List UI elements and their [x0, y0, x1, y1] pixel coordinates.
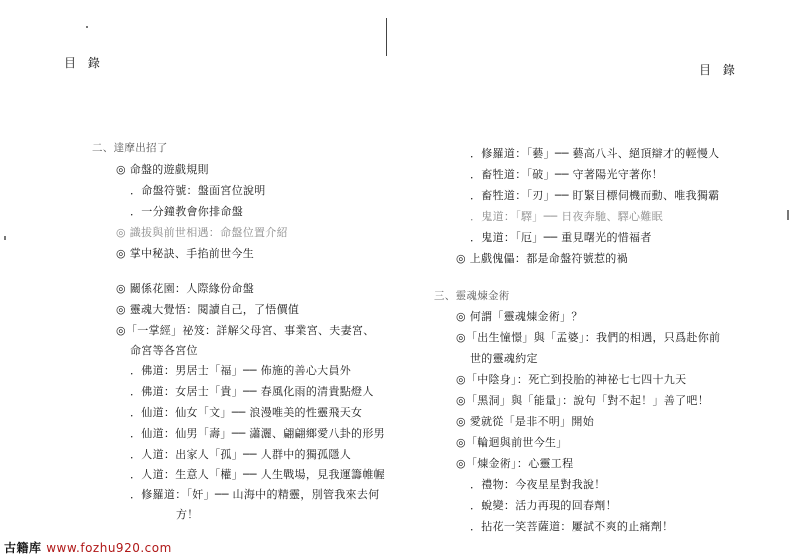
toc-entry: ◎ 命盤的遊戲規則	[116, 163, 209, 176]
toc-entry: ◎「黑洞」與「能量」：說句「對不起！」善了吧！	[456, 394, 709, 407]
toc-entry: ．修羅道：「藝」── 藝高八斗、絕頂辯才的輕慢人	[470, 147, 720, 160]
watermark-url[interactable]: www.fozhu920.com	[46, 541, 172, 555]
toc-entry: ．仙道：仙女「文」── 浪漫唯美的性靈飛天女	[130, 406, 363, 419]
toc-entry: ．畜牲道：「破」── 守著陽光守著你！	[470, 168, 663, 181]
toc-entry: ◎「輪迴與前世今生」	[456, 436, 568, 449]
toc-entry: ．修羅道：「奸」── 山海中的精靈，別管我來去何	[130, 488, 380, 501]
toc-entry: ◎ 愛就從「是非不明」開始	[456, 415, 594, 428]
toc-entry: ．畜牲道：「刃」── 盯緊目標伺機而動、唯我獨霸	[470, 189, 720, 202]
toc-entry: ．仙道：仙男「壽」── 瀟灑、翩翩鄉愛八卦的形男	[130, 427, 385, 440]
toc-entry: ．命盤符號：盤面宮位說明	[130, 184, 266, 197]
toc-entry: ◎ 關係花園：人際緣份命盤	[116, 282, 254, 295]
toc-entry: ◎「一掌經」祕笈：詳解父母宮、事業宮、夫妻宮、	[116, 324, 375, 337]
page-gutter-line	[386, 18, 387, 56]
toc-entry: 方！	[176, 508, 199, 521]
toc-entry: 命宮等各宮位	[130, 344, 198, 357]
toc-entry: ◎ 靈魂大覺悟：閱讀自己，了悟價值	[116, 303, 300, 316]
watermark-site-name: 古籍库	[4, 541, 42, 555]
toc-entry: ．鬼道：「驛」── 日夜奔馳、驛心難眠	[470, 210, 663, 223]
scan-speck	[787, 210, 789, 220]
toc-entry: ◎ 上戲傀儡：都是命盤符號惹的禍	[456, 252, 628, 265]
page-header-left: 目 錄	[64, 56, 104, 70]
toc-entry: ．人道：出家人「孤」── 人群中的獨孤隱人	[130, 448, 352, 461]
toc-entry: ◎ 識拔與前世相遇：命盤位置介紹	[116, 226, 288, 239]
section-heading: 三、靈魂煉金術	[434, 290, 510, 302]
section-heading: 二、達摩出招了	[92, 142, 168, 154]
toc-entry: ．鬼道：「厄」── 重見曙光的惜福者	[470, 231, 652, 244]
toc-entry: ◎ 掌中秘訣、手掐前世今生	[116, 247, 254, 260]
toc-entry: 世的靈魂約定	[470, 352, 538, 365]
toc-entry: ◎ 何謂「靈魂煉金術」？	[456, 310, 583, 323]
scan-speck	[4, 236, 6, 240]
page-header-right: 目 錄	[699, 63, 739, 77]
toc-entry: ．人道：生意人「權」── 人生戰場，見我運籌帷幄	[130, 468, 385, 481]
toc-entry: ◎「煉金術」：心靈工程	[456, 457, 574, 470]
watermark	[4, 539, 172, 556]
toc-entry: ．佛道：女居士「貴」── 春風化雨的清貴點燈人	[130, 385, 374, 398]
toc-entry: ．拈花一笑菩薩道：屢試不爽的止痛劑！	[470, 520, 674, 533]
toc-entry: ．禮物：今夜星星對我說！	[470, 478, 606, 491]
toc-entry: ．佛道：男居士「福」── 佈施的善心大員外	[130, 364, 352, 377]
toc-entry: ◎「中陰身」：死亡到投胎的神祕七七四十九天	[456, 373, 687, 386]
toc-entry: ．一分鐘教會你排命盤	[130, 205, 243, 218]
toc-entry: ◎「出生憧憬」與「孟婆」：我們的相遇，只爲赴你前	[456, 331, 721, 344]
toc-entry: ．蛻變：活力再現的回春劑！	[470, 499, 617, 512]
scan-speck	[86, 26, 88, 28]
